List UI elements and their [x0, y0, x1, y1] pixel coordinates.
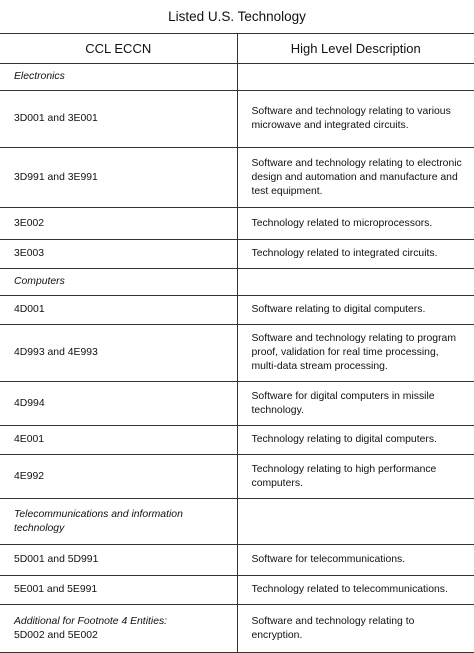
description-cell: Technology related to telecommunications.: [237, 576, 474, 605]
description-cell: Software relating to digital computers.: [237, 296, 474, 325]
section-row: [0, 499, 474, 545]
section-label: Computers: [0, 269, 237, 296]
description-cell: Software and technology relating to electronic design and automation and manufacture and test equipment.: [237, 148, 474, 208]
description-cell: Software for telecommunications.: [237, 545, 474, 576]
table-row: [0, 148, 474, 208]
section-label: Electronics: [0, 64, 237, 91]
eccn-cell: 3D991 and 3E991: [0, 148, 237, 208]
description-cell: Technology relating to high performance computers.: [237, 455, 474, 499]
table-body: [0, 64, 474, 653]
table-row: [0, 576, 474, 605]
eccn-cell: 3E002: [0, 208, 237, 240]
table-row: [0, 91, 474, 148]
eccn-cell: 4E001: [0, 426, 237, 455]
eccn-cell: 4E992: [0, 455, 237, 499]
eccn-cell: 5D001 and 5D991: [0, 545, 237, 576]
table-row: [0, 426, 474, 455]
eccn-cell: 5E001 and 5E991: [0, 576, 237, 605]
description-cell: Technology related to microprocessors.: [237, 208, 474, 240]
description-cell: Software and technology relating to program proof, validation for real time processing, multi-data stream processing.: [237, 325, 474, 382]
table-row: [0, 296, 474, 325]
section-label: Telecommunications and information technology: [0, 499, 237, 545]
table-row: [0, 325, 474, 382]
table-title: Listed U.S. Technology: [168, 9, 306, 24]
description-cell: Technology relating to digital computers.: [237, 426, 474, 455]
description-cell: [237, 499, 474, 545]
description-cell: [237, 64, 474, 91]
section-row: [0, 64, 474, 91]
table-row: [0, 455, 474, 499]
table-row: [0, 605, 474, 653]
eccn-cell: 4D001: [0, 296, 237, 325]
description-cell: Software and technology relating to encryption.: [237, 605, 474, 653]
description-cell: [237, 269, 474, 296]
eccn-cell: 4D994: [0, 382, 237, 426]
technology-table: [0, 33, 474, 653]
table-row: [0, 240, 474, 269]
description-cell: Software for digital computers in missile technology.: [237, 382, 474, 426]
eccn-cell: 4D993 and 4E993: [0, 325, 237, 382]
eccn-cell: 3E003: [0, 240, 237, 269]
eccn-code: 5D002 and 5E002: [14, 629, 98, 641]
eccn-cell: [0, 605, 237, 653]
description-cell: Technology related to integrated circuits.: [237, 240, 474, 269]
footnote-label: Additional for Footnote 4 Entities:: [14, 615, 168, 627]
eccn-cell: 3D001 and 3E001: [0, 91, 237, 148]
table-row: [0, 545, 474, 576]
table-row: [0, 208, 474, 240]
table-row: [0, 382, 474, 426]
section-row: [0, 269, 474, 296]
description-cell: Software and technology relating to various microwave and integrated circuits.: [237, 91, 474, 148]
header-ccl-eccn: CCL ECCN: [0, 34, 237, 64]
header-row: [0, 34, 474, 64]
header-description: High Level Description: [237, 34, 474, 64]
